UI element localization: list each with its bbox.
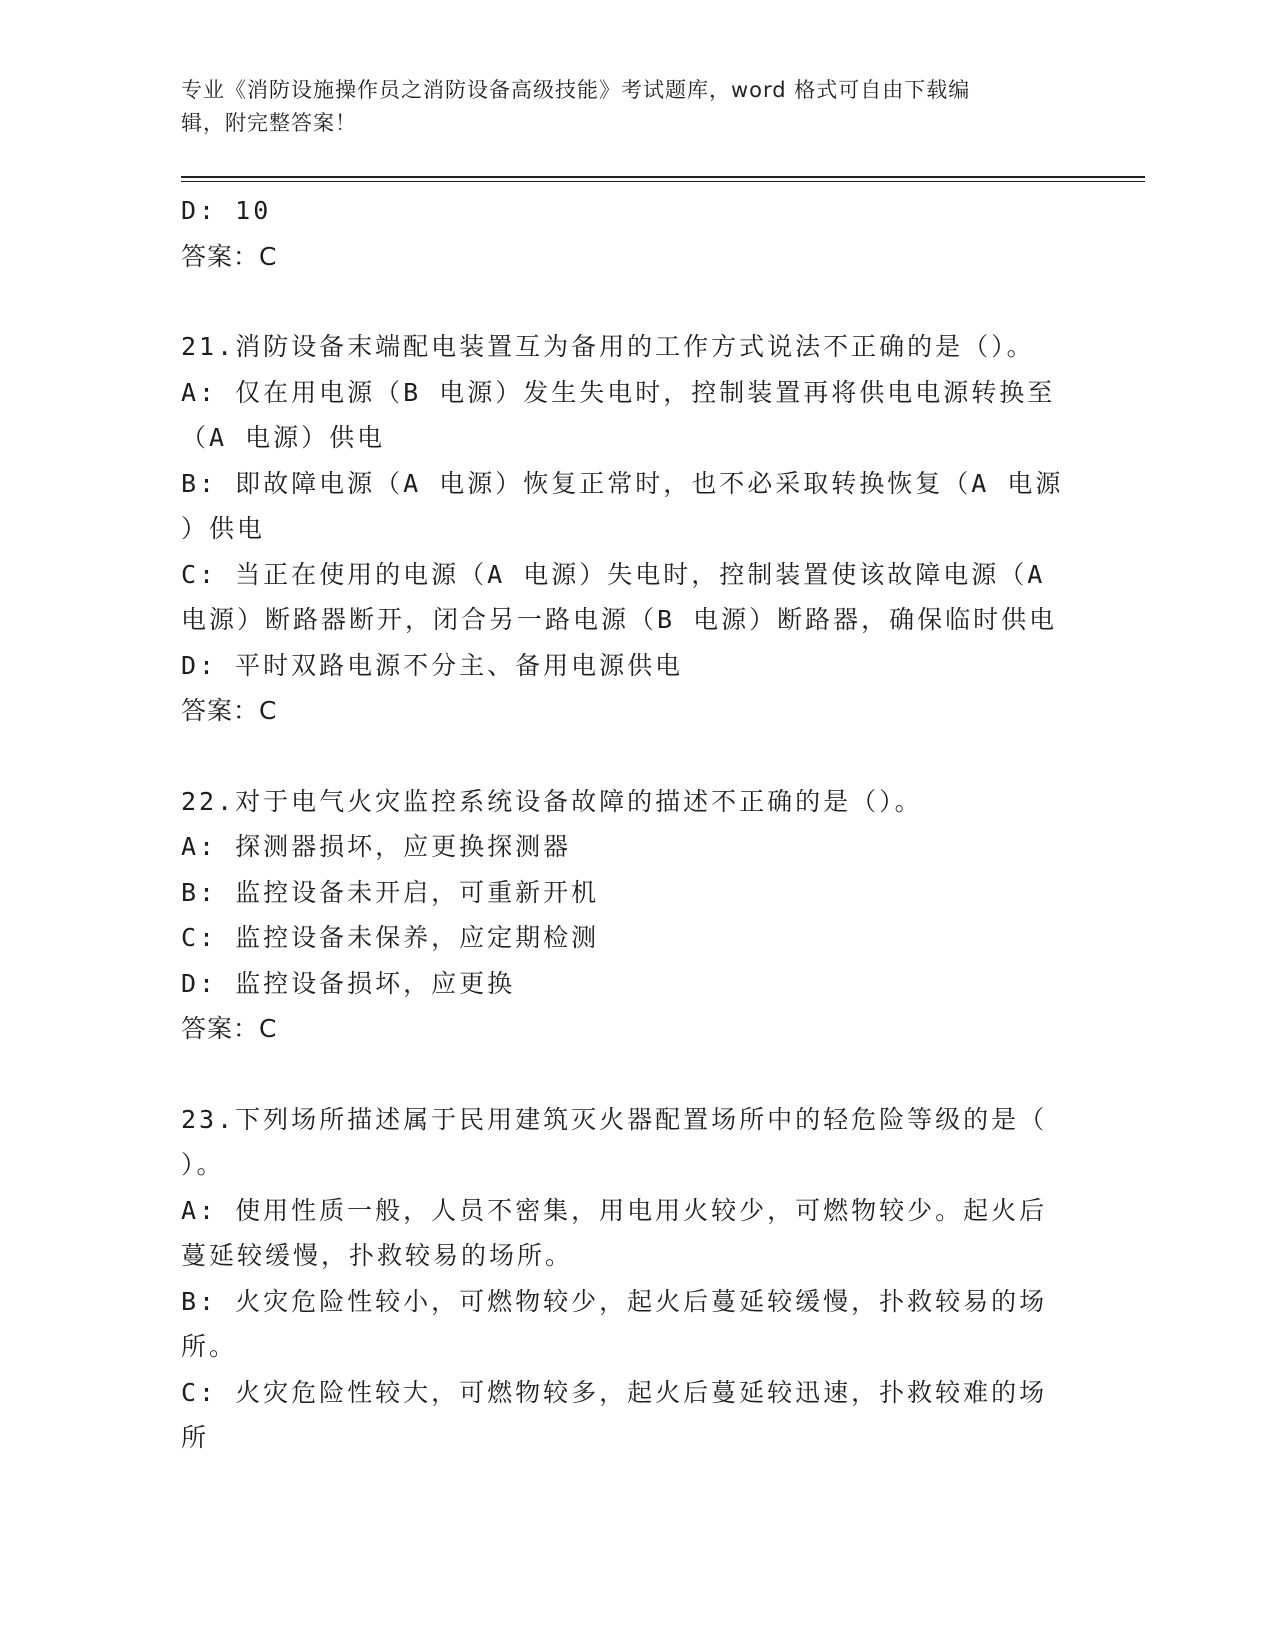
question-21 bbox=[181, 324, 1101, 734]
header-divider-thin bbox=[181, 181, 1145, 182]
question-22 bbox=[181, 779, 1101, 1052]
option-a-continued: 蔓延较缓慢，扑救较易的场所。 bbox=[181, 1241, 574, 1270]
document-body bbox=[181, 188, 1101, 1461]
question-title: 23.下列场所描述属于民用建筑灭火器配置场所中的轻危险等级的是（ bbox=[181, 1104, 1048, 1134]
option-c-continued: 电源）断路器断开，闭合另一路电源（B 电源）断路器，确保临时供电 bbox=[181, 605, 1058, 634]
option-b-continued: 所。 bbox=[181, 1332, 238, 1361]
option-a: A: 探测器损坏，应更换探测器 bbox=[181, 832, 572, 861]
option-c: C: 当正在使用的电源（A 电源）失电时，控制装置使该故障电源（A bbox=[181, 559, 1046, 589]
question-23 bbox=[181, 1097, 1101, 1461]
option-b-continued: ）供电 bbox=[181, 514, 266, 543]
option-d: D: 平时双路电源不分主、备用电源供电 bbox=[181, 650, 684, 680]
option-b: B: 火灾危险性较小，可燃物较少，起火后蔓延较缓慢，扑救较易的场 bbox=[181, 1286, 1048, 1316]
option-c: C: 火灾危险性较大，可燃物较多，起火后蔓延较迅速，扑救较难的场 bbox=[181, 1377, 1048, 1407]
option-b: B: 监控设备未开启，可重新开机 bbox=[181, 877, 600, 907]
header-divider-thick bbox=[181, 176, 1145, 178]
header-line-2: 辑，附完整答案！ bbox=[181, 111, 357, 135]
option-d: D: 10 bbox=[181, 196, 272, 225]
question-title-continued: ）。 bbox=[181, 1150, 225, 1179]
question-title: 21.消防设备末端配电装置互为备用的工作方式说法不正确的是（）。 bbox=[181, 332, 1035, 361]
option-c-continued: 所 bbox=[181, 1423, 210, 1452]
header-line-1: 专业《消防设施操作员之消防设备高级技能》考试题库，word 格式可自由下载编 bbox=[181, 78, 971, 102]
option-a-continued: （A 电源）供电 bbox=[181, 423, 386, 452]
answer-line: 答案：C bbox=[181, 241, 278, 271]
document-header bbox=[181, 74, 1081, 140]
question-title: 22.对于电气火灾监控系统设备故障的描述不正确的是（）。 bbox=[181, 786, 923, 816]
option-d: D: 监控设备损坏，应更换 bbox=[181, 968, 516, 998]
option-a: A: 仅在用电源（B 电源）发生失电时，控制装置再将供电电源转换至 bbox=[181, 377, 1056, 407]
option-b: B: 即故障电源（A 电源）恢复正常时，也不必采取转换恢复（A 电源 bbox=[181, 468, 1064, 498]
option-a: A: 使用性质一般，人员不密集，用电用火较少，可燃物较少。起火后 bbox=[181, 1195, 1048, 1225]
answer-line: 答案：C bbox=[181, 696, 278, 725]
answer-line: 答案：C bbox=[181, 1014, 278, 1043]
option-c: C: 监控设备未保养，应定期检测 bbox=[181, 923, 600, 952]
